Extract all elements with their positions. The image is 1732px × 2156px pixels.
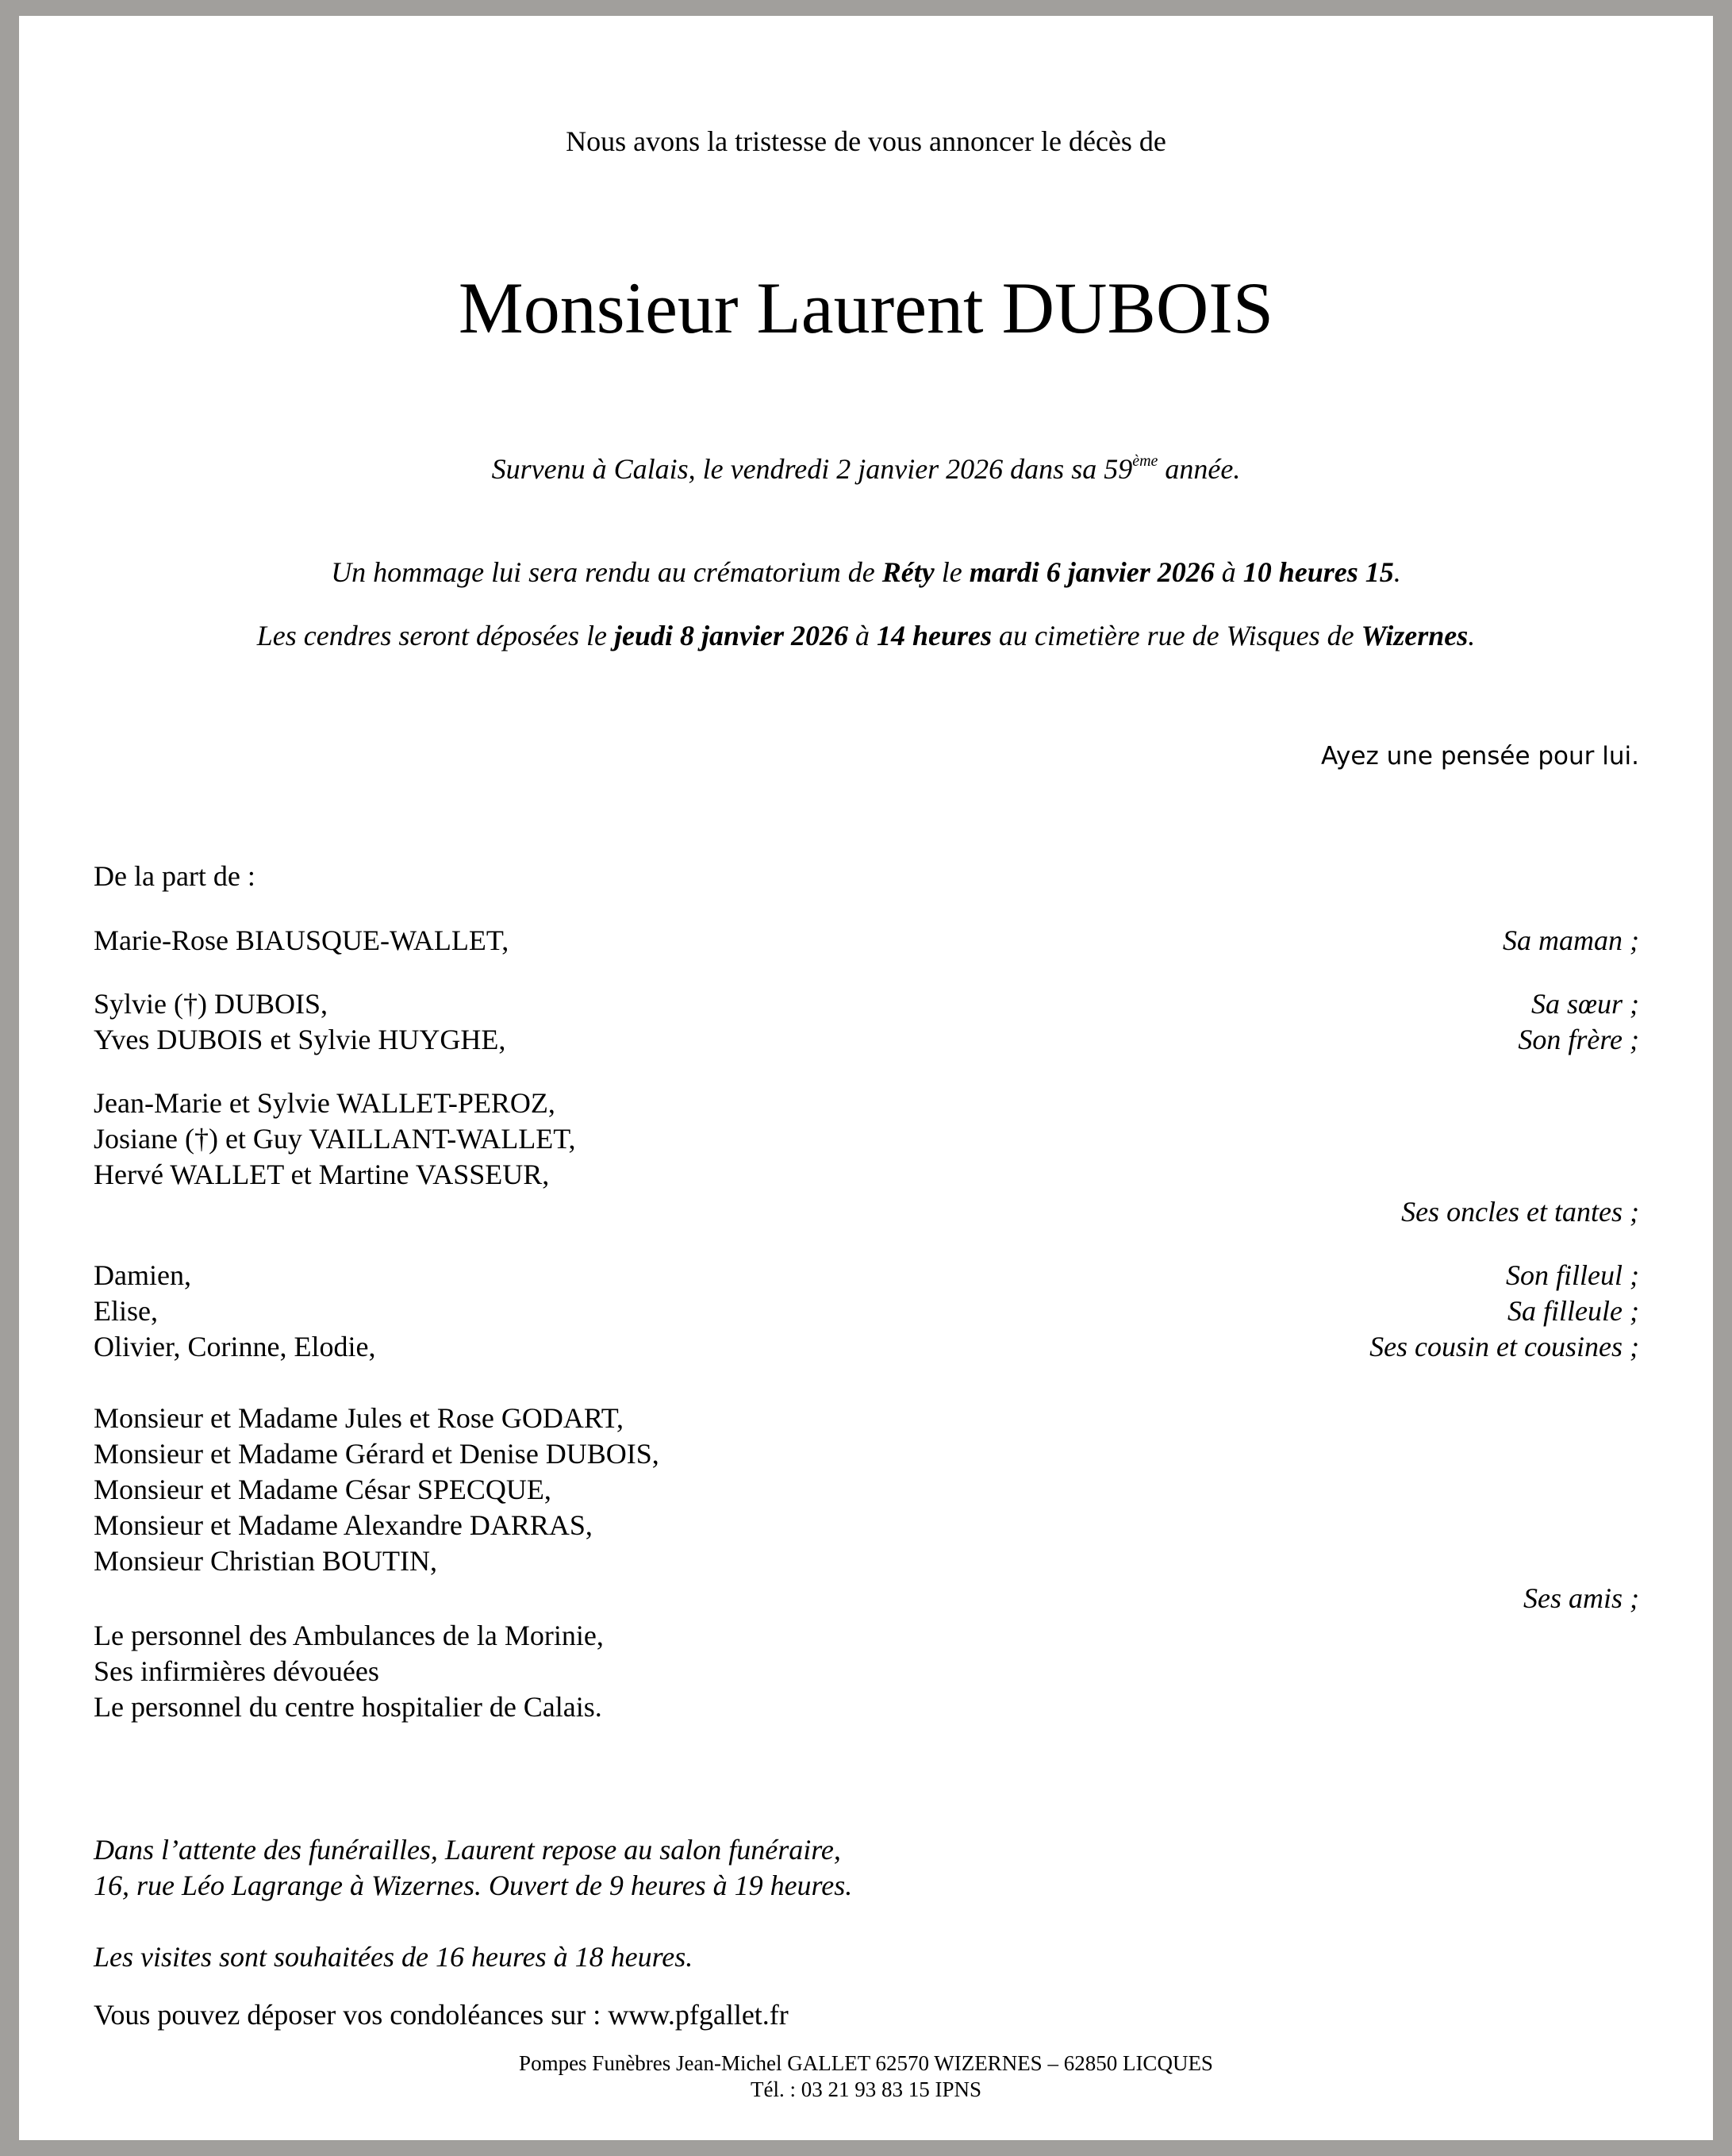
family-row (0, 1119, 1732, 1159)
family-row (0, 1083, 1732, 1123)
t-d: . (1393, 556, 1401, 588)
family-row (0, 1505, 1732, 1545)
condolences-line (0, 1995, 1732, 2035)
ashes-time: 14 heures (876, 620, 993, 651)
family-member: Ses infirmières dévouées (94, 1655, 379, 1687)
tribute-place: Réty (881, 556, 935, 588)
a-b: à (847, 620, 877, 651)
family-member: Monsieur et Madame Jules et Rose GODART, (94, 1402, 624, 1434)
family-member: Sylvie (†) DUBOIS, (94, 988, 328, 1020)
a-c: au cimetière rue de Wisques de (992, 620, 1361, 651)
ashes-date: jeudi 8 janvier 2026 (613, 620, 848, 651)
family-relation: Ses amis ; (1523, 1582, 1639, 1614)
a-a: Les cendres seront déposées le (256, 620, 614, 651)
thought-text: Ayez une pensée pour lui. (1320, 742, 1639, 771)
family-relation: Sa maman ; (1503, 924, 1639, 956)
family-row (0, 984, 1732, 1024)
family-relation: Sa filleule ; (1507, 1295, 1639, 1327)
family-member: Le personnel des Ambulances de la Morinie, (94, 1620, 604, 1651)
family-relation: Sa sœur ; (1530, 988, 1639, 1020)
wake-line-1 (0, 1830, 1732, 1870)
from-label: De la part de : (94, 860, 255, 892)
family-member: Hervé WALLET et Martine VASSEUR, (94, 1159, 550, 1190)
family-member: Elise, (94, 1295, 158, 1327)
family-member: Marie-Rose BIAUSQUE-WALLET, (94, 924, 509, 956)
intro-text: Nous avons la tristesse de vous annoncer le décès de (566, 125, 1166, 157)
family-row (0, 1255, 1732, 1295)
family-row (0, 1578, 1732, 1618)
a-d: . (1468, 620, 1476, 651)
death-text-b: année. (1158, 453, 1241, 485)
family-row (0, 1192, 1732, 1232)
family-row (0, 1687, 1732, 1727)
footer-line-2: Tél. : 03 21 93 83 15 IPNS (750, 2077, 981, 2101)
family-row (0, 1541, 1732, 1581)
thought-line (0, 736, 1732, 776)
footer-line-1: Pompes Funèbres Jean-Michel GALLET 62570 WIZERNES – 62850 LICQUES (519, 2051, 1213, 2075)
family-member: Monsieur et Madame Gérard et Denise DUBOIS, (94, 1438, 659, 1470)
deceased-name: Monsieur Laurent DUBOIS (458, 267, 1274, 348)
wake-text-2: 16, rue Léo Lagrange à Wizernes. Ouvert de 9 heures à 19 heures. (94, 1870, 853, 1901)
family-member: Jean-Marie et Sylvie WALLET-PEROZ, (94, 1087, 555, 1119)
family-relation: Ses oncles et tantes ; (1401, 1196, 1639, 1228)
family-member: Damien, (94, 1259, 191, 1291)
family-member: Yves DUBOIS et Sylvie HUYGHE, (94, 1024, 506, 1055)
family-row (0, 1616, 1732, 1655)
visits-line (0, 1937, 1732, 1977)
family-row (0, 1434, 1732, 1474)
family-member: Monsieur et Madame Alexandre DARRAS, (94, 1509, 593, 1541)
family-member: Monsieur Christian BOUTIN, (94, 1545, 437, 1577)
family-row (0, 1291, 1732, 1331)
t-a: Un hommage lui sera rendu au crématorium de (331, 556, 882, 588)
family-member: Le personnel du centre hospitalier de Calais. (94, 1691, 602, 1723)
family-row (0, 1398, 1732, 1438)
from-line (0, 856, 1732, 896)
family-row (0, 920, 1732, 960)
family-row (0, 1327, 1732, 1366)
family-row (0, 1155, 1732, 1194)
family-member: Monsieur et Madame César SPECQUE, (94, 1474, 551, 1505)
wake-text-1: Dans l’attente des funérailles, Laurent repose au salon funéraire, (94, 1834, 841, 1866)
family-relation: Ses cousin et cousines ; (1369, 1331, 1639, 1362)
condolences-text: Vous pouvez déposer vos condoléances sur : www.pfgallet.fr (94, 1999, 789, 2031)
t-b: le (934, 556, 970, 588)
tribute-date: mardi 6 janvier 2026 (969, 556, 1215, 588)
ashes-text (0, 616, 1732, 655)
family-relation: Son filleul ; (1506, 1259, 1639, 1291)
t-c: à (1214, 556, 1243, 588)
wake-line-2 (0, 1866, 1732, 1905)
family-relation: Son frère ; (1518, 1024, 1639, 1055)
tribute-time: 10 heures 15 (1242, 556, 1394, 588)
death-text (0, 449, 1732, 489)
ashes-place: Wizernes (1361, 620, 1469, 651)
family-row (0, 1020, 1732, 1059)
tribute-text (0, 552, 1732, 592)
ordinal-suffix: ème (1132, 452, 1158, 470)
family-member: Josiane (†) et Guy VAILLANT-WALLET, (94, 1123, 576, 1155)
family-member: Olivier, Corinne, Elodie, (94, 1331, 376, 1362)
death-text-a: Survenu à Calais, le vendredi 2 janvier 2026 dans sa 59 (491, 453, 1133, 485)
visits-text: Les visites sont souhaitées de 16 heures à 18 heures. (94, 1941, 693, 1973)
family-row (0, 1470, 1732, 1509)
family-row (0, 1651, 1732, 1691)
